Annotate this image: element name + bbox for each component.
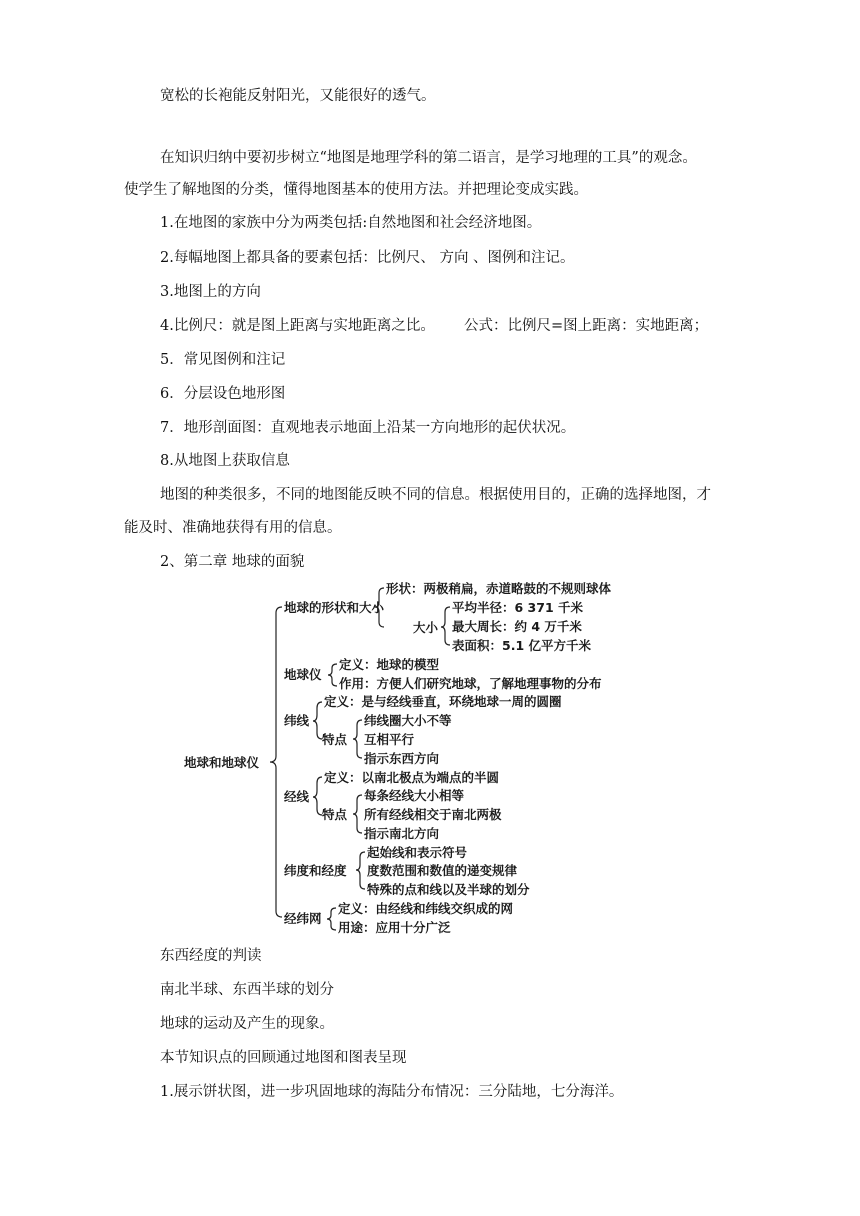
node-latitude-feature-2: 互相平行 — [364, 732, 415, 747]
list-item-4: 4.比例尺：就是图上距离与实地距离之比。 — [160, 318, 435, 334]
node-grid-use: 用途：应用十分广泛 — [338, 920, 451, 935]
node-longitude-definition: 定义：以南北极点为端点的半圆 — [324, 770, 500, 785]
node-grid: 经纬网 — [284, 911, 322, 926]
node-size: 大小 — [413, 620, 439, 635]
topic-pie-chart: 1.展示饼状图，进一步巩固地球的海陆分布情况：三分陆地，七分海洋。 — [160, 1084, 624, 1100]
paragraph-map-types: 地图的种类很多，不同的地图能反映不同的信息。根据使用目的，正确的选择地图，才 — [160, 487, 711, 503]
node-lat-lon-3: 特殊的点和线以及半球的划分 — [367, 882, 530, 897]
node-globe-use: 作用：方便人们研究地球，了解地理事物的分布 — [339, 676, 602, 691]
paragraph-map-types-cont: 能及时、准确地获得有用的信息。 — [124, 520, 342, 536]
list-item-2: 2.每幅地图上都具备的要素包括：比例尺、 方向 、图例和注记。 — [160, 250, 575, 266]
paragraph-map-concept: 在知识归纳中要初步树立“地图是地理学科的第二语言，是学习地理的工具”的观念。 — [160, 150, 697, 166]
node-longitude-feature-3: 指示南北方向 — [364, 826, 440, 841]
node-latitude-feature-3: 指示东西方向 — [364, 751, 440, 766]
node-lat-lon-1: 起始线和表示符号 — [367, 845, 468, 860]
topic-earth-motion: 地球的运动及产生的现象。 — [160, 1016, 334, 1032]
node-shape: 形状：两极稍扁，赤道略鼓的不规则球体 — [386, 581, 612, 596]
list-item-3: 3.地图上的方向 — [160, 284, 261, 300]
node-lat-lon: 纬度和经度 — [284, 863, 347, 878]
topic-hemispheres: 南北半球、东西半球的划分 — [160, 982, 334, 998]
topic-review: 本节知识点的回顾通过地图和图表呈现 — [160, 1050, 407, 1066]
chapter-heading: 2、第二章 地球的面貌 — [160, 554, 305, 570]
diagram-root-label: 地球和地球仪 — [184, 755, 260, 770]
node-latitude-line: 纬线 — [284, 713, 310, 728]
node-longitude-feature-2: 所有经线相交于南北两极 — [364, 807, 502, 822]
node-latitude-definition: 定义：是与经线垂直，环绕地球一周的圆圈 — [324, 694, 562, 709]
paragraph-robe: 宽松的长袍能反射阳光，又能很好的透气。 — [160, 88, 436, 104]
node-radius: 平均半径：6 371 千米 — [452, 600, 583, 615]
paragraph-map-concept-cont: 使学生了解地图的分类，懂得地图基本的使用方法。并把理论变成实践。 — [124, 182, 588, 198]
node-shape-size: 地球的形状和大小 — [284, 600, 385, 615]
topic-longitude-reading: 东西经度的判读 — [160, 948, 262, 964]
node-latitude-feature: 特点 — [322, 732, 348, 747]
list-item-4-formula: 公式：比例尺=图上距离：实地距离； — [464, 318, 709, 334]
list-item-8: 8.从地图上获取信息 — [160, 453, 290, 469]
list-item-7: 7．地形剖面图：直观地表示地面上沿某一方向地形的起伏状况。 — [160, 420, 576, 436]
node-longitude-feature-1: 每条经线大小相等 — [364, 788, 465, 803]
node-circumference: 最大周长：约 4 万千米 — [452, 619, 582, 634]
node-surface-area: 表面积：5.1 亿平方千米 — [452, 638, 591, 653]
node-lat-lon-2: 度数范围和数值的递变规律 — [367, 863, 518, 878]
list-item-6: 6．分层设色地形图 — [160, 386, 286, 402]
node-longitude-line: 经线 — [284, 789, 310, 804]
list-item-5: 5．常见图例和注记 — [160, 352, 286, 368]
node-latitude-feature-1: 纬线圈大小不等 — [364, 713, 452, 728]
node-longitude-feature: 特点 — [322, 807, 348, 822]
node-grid-definition: 定义：由经线和纬线交织成的网 — [338, 901, 514, 916]
node-globe: 地球仪 — [284, 667, 322, 682]
node-globe-definition: 定义：地球的模型 — [339, 657, 440, 672]
list-item-1: 1.在地图的家族中分为两类包括:自然地图和社会经济地图。 — [160, 215, 542, 231]
